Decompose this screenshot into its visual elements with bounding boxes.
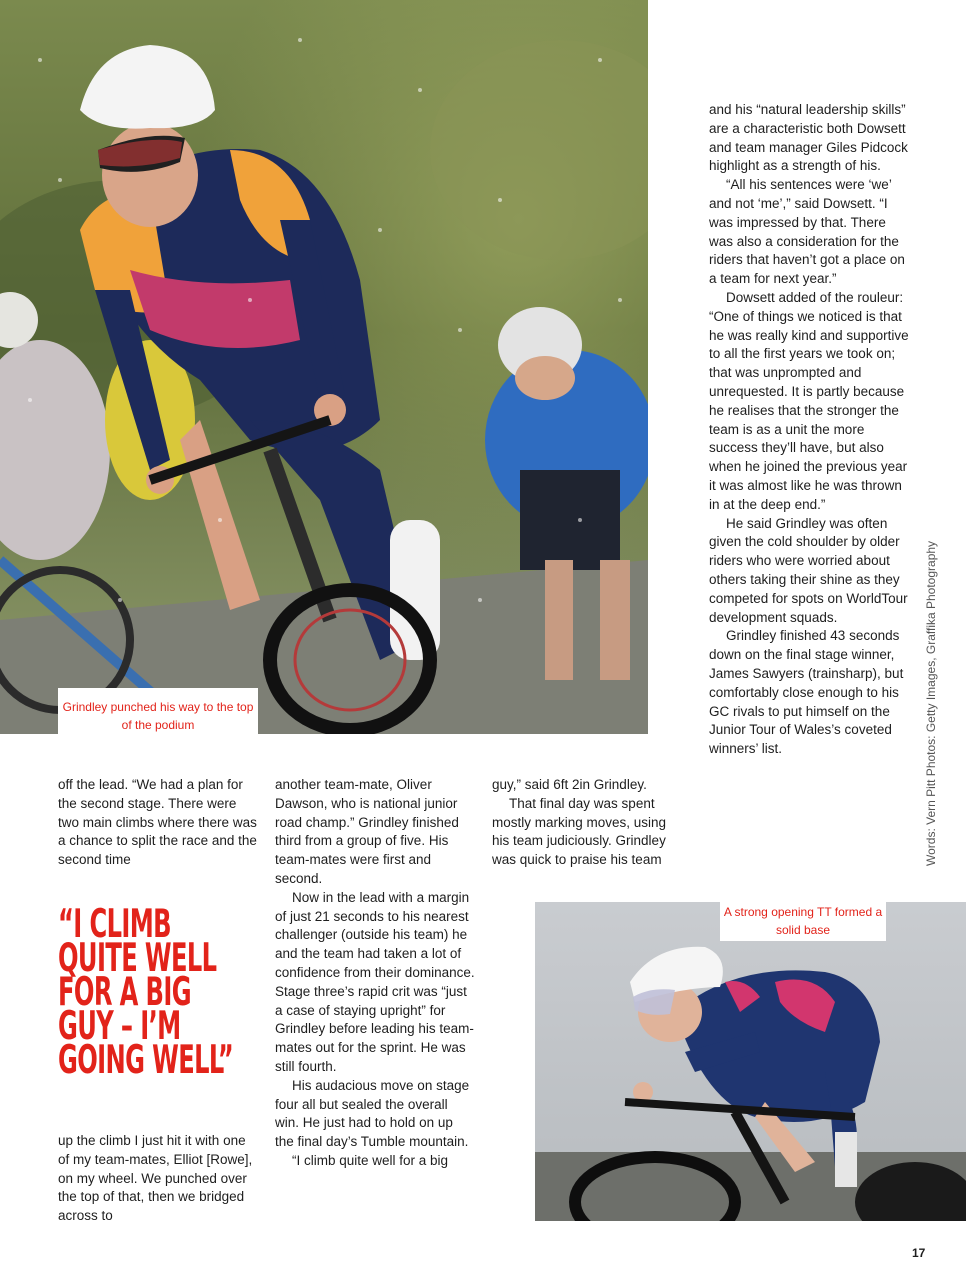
photo-caption-bottom: A strong opening TT formed a solid base xyxy=(720,893,886,941)
body-paragraph: That final day was spent mostly marking moves, using his team judiciously. Grindley was quick to praise his team xyxy=(492,795,667,868)
time-trial-photo xyxy=(535,902,966,1221)
article-column-2 xyxy=(275,776,475,1171)
body-paragraph: Grindley finished 43 seconds down on the final stage winner, James Sawyers (trainsharp), but comfortably close enough to his GC rivals to put himself on the Junior Tour of Wales’s coveted winners’ list. xyxy=(709,628,904,757)
pull-quote-line: QUITE WELL xyxy=(58,936,217,981)
body-paragraph: up the climb I just hit it with one of my team-mates, Elliot [Rowe], on my wheel. We punched over the top of that, then we bridged across to xyxy=(58,1133,253,1224)
article-column-1-bottom xyxy=(58,1132,258,1226)
lead-cyclist-photo xyxy=(0,0,648,734)
pull-quote-line: GUY – I’M xyxy=(58,1004,181,1049)
body-paragraph: Dowsett added of the rouleur: “One of things we noticed is that he was really kind and supportive to all the first years we took on; that was unprompted and unrequested. It is partly because he realises that the stronger the team is as a unit the more success they’ll have, but also when he joined the previous year it was almost like he was thrown in at the deep end.” xyxy=(709,289,909,512)
body-paragraph: “I climb quite well for a big xyxy=(292,1152,449,1168)
pull-quote-line: “I CLIMB xyxy=(58,902,171,947)
page-number: 17 xyxy=(912,1246,926,1260)
body-paragraph: off the lead. “We had a plan for the second stage. There were two main climbs where there was a chance to split the race and the second time xyxy=(58,777,257,868)
photo-caption-top: Grindley punched his way to the top of the podium xyxy=(58,688,258,734)
article-column-3 xyxy=(492,776,687,870)
body-paragraph: Now in the lead with a margin of just 21 seconds to his nearest challenger (outside his team) he and the team had taken a lot of confidence from their dominance. Stage three’s rapid crit was “just a case of staying upright” for Grindley before leading his team-mates out for the sprint. He was still fourth. xyxy=(275,889,475,1074)
pull-quote-line: GOING WELL” xyxy=(58,1038,234,1083)
body-paragraph: and his “natural leadership skills” are a characteristic both Dowsett and team manager Giles Pidcock highlight as a strength of his. xyxy=(709,102,908,174)
pull-quote-line: FOR A BIG xyxy=(58,970,191,1015)
pull-quote xyxy=(58,902,234,1083)
article-column-1-top xyxy=(58,776,258,870)
body-paragraph: guy,” said 6ft 2in Grindley. xyxy=(492,777,647,792)
body-paragraph: His audacious move on stage four all but sealed the overall win. He just had to hold on up the final day’s Tumble mountain. xyxy=(275,1077,470,1150)
body-paragraph: another team-mate, Oliver Dawson, who is national junior road champ.” Grindley finished third from a group of five. His team-mates were first and second. xyxy=(275,777,459,886)
body-paragraph: “All his sentences were ‘we’ and not ‘me’,” said Dowsett. “I was impressed by that. There was also a consideration for the riders that haven’t got a place on a team for next year.” xyxy=(709,177,905,287)
photo-credits: Words: Vern Pitt Photos: Getty Images, Graffika Photography xyxy=(924,540,938,866)
body-paragraph: He said Grindley was often given the cold shoulder by older riders who were worried about others taking their shine as they competed for spots on WorldTour development squads. xyxy=(709,515,908,625)
article-column-4 xyxy=(709,101,909,759)
